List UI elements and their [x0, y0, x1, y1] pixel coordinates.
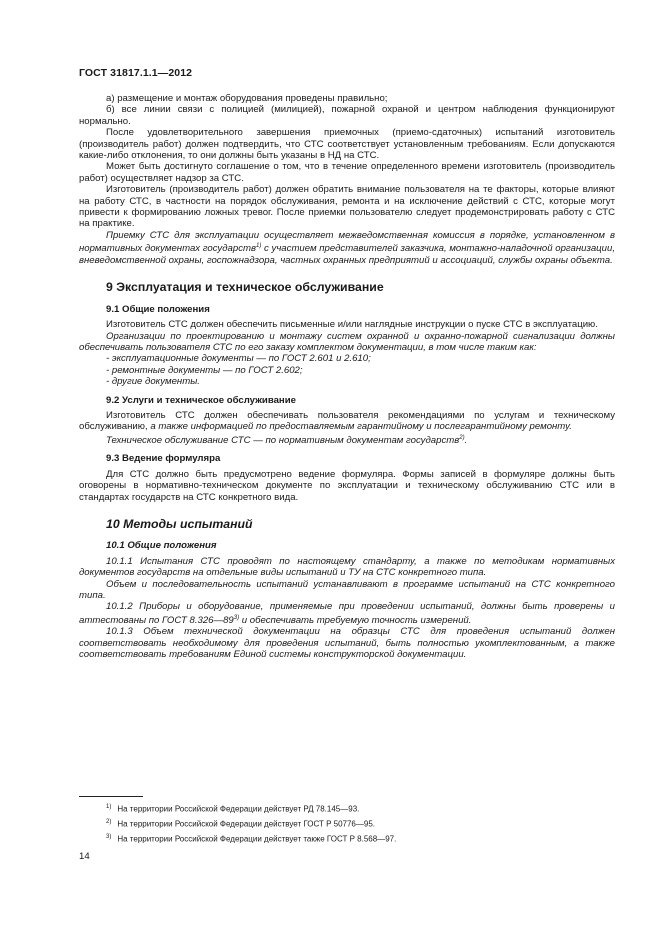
paragraph-italic: Техническое обслуживание СТС — по нормативным документам государств$^{2)}$. — [106, 434, 468, 446]
list-item: - другие документы. — [106, 376, 200, 388]
list-item: - ремонтные документы — по ГОСТ 2.602; — [106, 364, 303, 376]
section-heading-10: 10 Методы испытаний — [106, 516, 253, 531]
paragraph-10-1-1: 10.1.1 Испытания СТС проводят по настоящему стандарту, а также по методикам нормативных документов государств на отдельные виды испытаний и ТУ на СТС конкретного типа. — [79, 555, 615, 579]
text-span: Изготовитель СТС должен обеспечивать пользователя рекомендациями по услугам и техническому обслуживанию, — [79, 409, 615, 433]
paragraph-10-1-2 — [79, 601, 615, 626]
footnote-mark: 2) — [106, 819, 112, 826]
footnote-text: На территории Российской Федерации действует РД 78.145—93. — [117, 804, 360, 814]
paragraph-italic: Организации по проектированию и монтажу систем охранной и охранно-пожарной сигнализации должны обеспечивать пользователя СТС по его заказу комплектом документации, в том числе таким как: — [79, 330, 615, 353]
text-span: 10.1.2 Приборы и оборудование, применяемые при проведении испытаний, должны быть проверены и аттестованы по ГОСТ 8.326—89 — [79, 601, 615, 626]
paragraph: После удовлетворительного завершения приемочных (приемо-сдаточных) испытаний изготовитель (производитель работ) должен подтвердить, что СТС соответствует установленным требованиям. Если допускаются какие-либо отклонения, то они должны быть указаны в НД на СТС. — [79, 127, 615, 162]
subsection-heading-9-3: 9.3 Ведение формуляра — [106, 453, 221, 465]
paragraph: Может быть достигнуто соглашение о том, что в течение определенного времени изготовитель (производитель работ) осуществляет надзор за СТС. — [79, 161, 615, 184]
page-number: 14 — [79, 851, 90, 862]
footnote-text: На территории Российской Федерации действует также ГОСТ Р 8.568—97. — [117, 834, 397, 844]
paragraph — [79, 410, 615, 433]
footnote — [106, 801, 396, 816]
text-span-italic: а также информацией по предоставляемым гарантийному и послегарантийному ремонту. — [147, 421, 572, 433]
footnote-ref: 2) — [459, 434, 465, 441]
footnote-ref: 1) — [256, 243, 262, 250]
paragraph: Изготовитель (производитель работ) должен обратить внимание пользователя на те факторы, которые влияют на работу СТС, в частности на порядок обслуживания, ремонта и на исключение действий с СТС, которые могут привести к формированию ложных тревог. После приемки пользователю следует продемонстрировать работу с СТС на практике. — [79, 184, 615, 230]
paragraph: Изготовитель СТС должен обеспечить письменные и/или наглядные инструкции о пуске СТС в эксплуатацию. — [106, 319, 598, 331]
footnote-ref: 3) — [233, 614, 240, 621]
subsection-heading-9-2: 9.2 Услуги и техническое обслуживание — [106, 394, 296, 406]
footnote — [106, 816, 396, 831]
subsection-heading-10-1: 10.1 Общие положения — [106, 540, 217, 552]
text-span: Техническое обслуживание СТС — по нормативным документам государств — [106, 434, 460, 446]
footnote — [106, 831, 396, 846]
list-item-a: а) размещение и монтаж оборудования проведены правильно; — [106, 93, 388, 104]
subsection-heading-9-1: 9.1 Общие положения — [106, 303, 210, 315]
footnote-mark: 1) — [106, 804, 112, 810]
footnotes — [106, 801, 396, 846]
footnote-text: На территории Российской Федерации действует ГОСТ Р 50776—95. — [117, 819, 375, 829]
section-heading-9: 9 Эксплуатация и техническое обслуживание — [106, 280, 384, 295]
paragraph-10-1-3: 10.1.3 Объем технической документации на образцы СТС для проведения испытаний должен соответствовать необходимому для проведения испытаний, быть полностью укомплектованным, а также соответствовать требованиям Единой системы конструкторской документации. — [79, 626, 615, 661]
text-span: Приемку СТС для эксплуатации осуществляет межведомственная комиссия в порядке, установленном в нормативных документах государств — [79, 229, 615, 255]
document-body — [79, 93, 615, 661]
paragraph-italic: Объем и последовательность испытаний устанавливают в программе испытаний на СТС конкретного типа. — [79, 578, 615, 601]
paragraph-italic — [79, 230, 615, 266]
text-span: с участием представителей заказчика, монтажно-наладочной организации, вневедомственной охраны, госпожнадзора, частных охранных предприятий и ассоциаций, службы охраны объекта. — [79, 243, 615, 266]
document-header: ГОСТ 31817.1.1—2012 — [79, 67, 193, 79]
text-span: и обеспечивать требуемую точность измерений. — [239, 615, 472, 626]
list-item: - эксплуатационные документы — по ГОСТ 2.601 и 2.610; — [106, 353, 371, 365]
paragraph: Для СТС должно быть предусмотрено ведение формуляра. Формы записей в формуляре должны быть оговорены в нормативно-техническом документе по эксплуатации и техническому обслуживанию СТС или в стандартах государств на СТС конкретного вида. — [79, 468, 615, 503]
list-item-b: б) все линии связи с полицией (милицией), пожарной охраной и центром наблюдения функционируют нормально. — [79, 104, 615, 127]
footnote-mark: 3) — [106, 834, 112, 841]
footnote-separator — [79, 796, 143, 797]
